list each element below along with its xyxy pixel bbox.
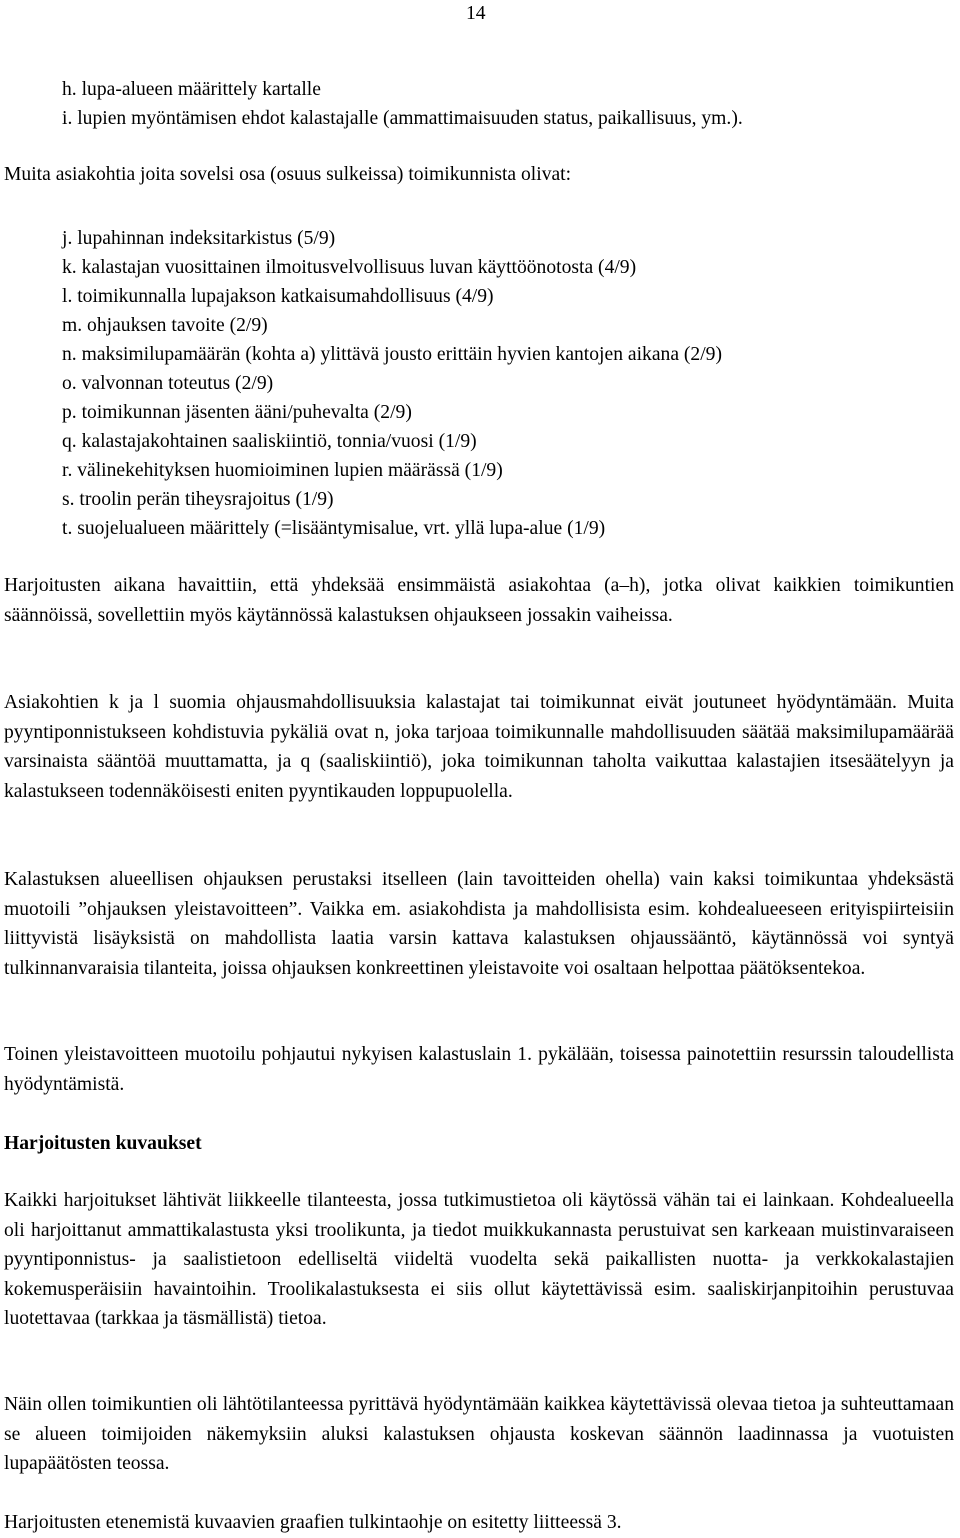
list-item-l: l. toimikunnalla lupajakson katkaisumahdollisuus (4/9) xyxy=(62,286,494,307)
section-paragraph-1: Kaikki harjoitukset lähtivät liikkeelle tilanteesta, jossa tutkimustietoa oli käytössä vähän tai ei lainkaan. Kohdealueella oli harjoittanut ammattikalastusta yksi troolikunta, ja tiedot muikkukannasta perustuivat sen karkeaan muistinvaraiseen pyyntiponnistus- ja saalistietoon edelliseltä viideltä vuodelta sekä paikallisten nuotta- ja verkkokalastajien kokemusperäisiin havaintoihin. Troolikalastuksesta ei siis ollut käytettävissä esim. saaliskirjanpitoihin perustuvaa luotettavaa (tarkkaa ja täsmällistä) tietoa. xyxy=(4,1190,954,1330)
list-item-j: j. lupahinnan indeksitarkistus (5/9) xyxy=(62,228,336,249)
section-heading: Harjoitusten kuvaukset xyxy=(4,1133,202,1154)
section-paragraph-3: Harjoitusten etenemistä kuvaavien graafien tulkintaohje on esitetty liitteessä 3. xyxy=(4,1512,622,1533)
list-item-s: s. troolin perän tiheysrajoitus (1/9) xyxy=(62,489,334,510)
list-item-p: p. toimikunnan jäsenten ääni/puhevalta (2/9) xyxy=(62,402,412,423)
list-item-k: k. kalastajan vuosittainen ilmoitusvelvollisuus luvan käyttöönotosta (4/9) xyxy=(62,257,637,278)
section-paragraph-2: Näin ollen toimikuntien oli lähtötilanteessa pyrittävä hyödyntämään kaikkea käytettävissä olevaa tietoa ja suhteuttamaan se alueen toimijoiden näkemyksiin aluksi kalastuksen ohjausta koskevan säännön laadinnassa ja vuotuisten lupapäätösten teossa. xyxy=(4,1394,954,1475)
list-item-r: r. välinekehityksen huomioiminen lupien määrässä (1/9) xyxy=(62,460,503,481)
paragraph-1: Harjoitusten aikana havaittiin, että yhdeksää ensimmäistä asiakohtaa (a–h), jotka olivat kaikkien toimikuntien säännöissä, sovellettiin myös käytännössä kalastuksen ohjaukseen jossakin vaiheissa. xyxy=(4,575,954,626)
list-item-n: n. maksimilupamäärän (kohta a) ylittävä jousto erittäin hyvien kantojen aikana (2/9) xyxy=(62,344,722,365)
list-top xyxy=(62,75,946,133)
list-item-q: q. kalastajakohtainen saaliskiintiö, tonnia/vuosi (1/9) xyxy=(62,431,477,452)
paragraph-4: Toinen yleistavoitteen muotoilu pohjautui nykyisen kalastuslain 1. pykälään, toisessa painotettiin resurssin taloudellista hyödyntämistä. xyxy=(4,1044,954,1095)
list-item-t: t. suojelualueen määrittely (=lisääntymisalue, vrt. yllä lupa-alue (1/9) xyxy=(62,518,606,539)
paragraph-3: Kalastuksen alueellisen ohjauksen perustaksi itselleen (lain tavoitteiden ohella) vain kaksi toimikuntaa yhdeksästä muotoili ”ohjauksen yleistavoitteen”. Vaikka em. asiakohdista ja mahdollisista esim. kohdealueeseen erityispiirteisiin liittyvistä lisäyksistä on mahdollista laatia varsin kattava kalastuksen ohjaussääntö, käytännössä voi syntyä tulkinnanvaraisia tilanteita, joissa ohjauksen konkreettinen yleistavoite voi osaltaan helpottaa päätöksentekoa. xyxy=(4,869,954,979)
list-optional-items xyxy=(62,224,946,543)
intro-text: Muita asiakohtia joita sovelsi osa (osuus sulkeissa) toimikunnista olivat: xyxy=(4,164,572,185)
paragraph-2: Asiakohtien k ja l suomia ohjausmahdollisuuksia kalastajat tai toimikunnat eivät joutuneet hyödyntämään. Muita pyyntiponnistukseen kohdistuvia pykäliä ovat n, joka tarjoaa toimikunnalle mahdollisuuden säätää maksimilupamäärää varsinaista sääntöä muuttamatta, ja q (saaliskiintiö), joka toimikunnan taholta vaikuttaa kalastajien itsesäätelyyn ja kalastukseen todennäköisesti eniten pyyntikauden loppupuolella. xyxy=(4,692,954,802)
list-item-m: m. ohjauksen tavoite (2/9) xyxy=(62,315,268,336)
list-item-i: i. lupien myöntämisen ehdot kalastajalle (ammattimaisuuden status, paikallisuus, ym.). xyxy=(62,108,743,129)
list-item-h: h. lupa-alueen määrittely kartalle xyxy=(62,79,321,100)
list-item-o: o. valvonnan toteutus (2/9) xyxy=(62,373,274,394)
page-number: 14 xyxy=(466,3,486,24)
